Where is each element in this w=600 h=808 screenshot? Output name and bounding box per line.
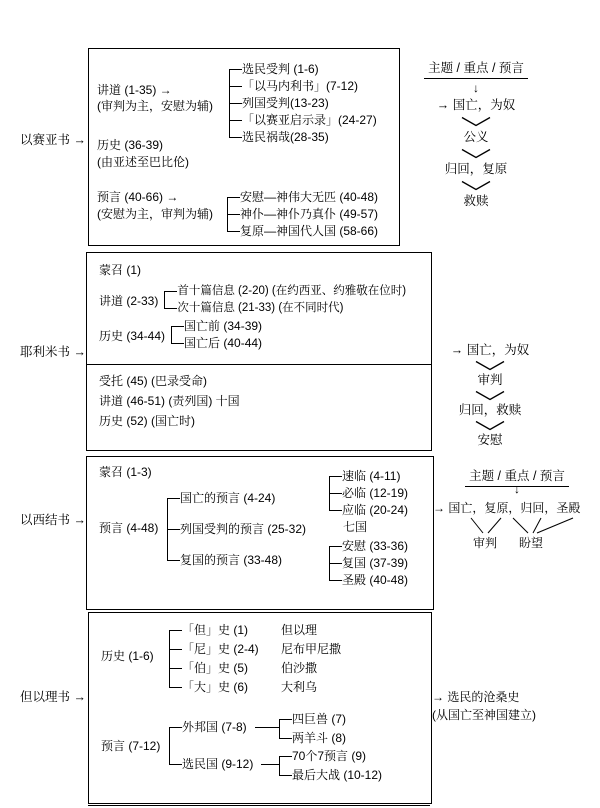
flow-step: 归回，复原 [444,162,508,176]
daniel-prophecy-children [169,709,253,783]
chevron-down-icon [461,180,491,191]
book-label-daniel: 但以理书 → [20,690,86,704]
tree-item: 复国的预言 (33-48) [167,545,306,576]
tree-item: 「伯」史 (5) [169,659,259,678]
daniel-history-children [169,621,259,697]
ezekiel-prophecy-children [167,483,306,576]
tree-item: 70个7预言 (9) [279,747,382,766]
daniel-summary-annotation [432,688,536,724]
chevron-down-icon [461,116,491,127]
tree-item: 列国受判的预言 (25-32) [167,514,306,545]
daniel-summary-line: → 选民的沧桑史 [432,690,520,704]
book-label-isaiah: 以赛亚书 → [20,133,86,147]
tree-item: 次十篇信息 (21-33) (在不同时代) [164,300,406,317]
flow-step: → 国亡，为奴 [436,98,516,112]
chevron-down-icon [475,420,505,431]
jeremiah-history2: 历史 (52) (国亡时) [99,414,196,428]
ezekiel-note-seven-nations: 七国 [343,520,368,534]
tree-item: 必临 (12-19) [329,485,408,502]
ezekiel-subgroup-restoration [329,538,408,589]
isaiah-preach-title: 讲道 (1-35) → [97,83,172,97]
book-label-jeremiah: 耶利米书 → [20,345,86,359]
tree-item: 「以赛亚启示录」(24-27) [229,112,377,129]
tree-item: 安慰—神伟大无匹 (40-48) [227,189,378,206]
ezekiel-result-judgment: 审判 [473,536,498,550]
ezekiel-call: 蒙召 (1-3) [99,465,152,479]
fan-lines-icon [433,516,598,534]
isaiah-theme-annotation [390,58,562,209]
isaiah-preach-children [229,61,377,146]
tree-item: 两羊斗 (8) [279,729,346,748]
tree-item: 复原—神国代人国 (58-66) [227,223,378,240]
isaiah-prophecy-heading [97,189,213,223]
tree-item: 国亡后 (40-44) [171,335,262,352]
isaiah-history-title: 历史 (36-39) [97,138,164,152]
daniel-summary-line: (从国亡至神国建立) [432,708,536,722]
person-name: 伯沙撒 [281,661,318,675]
daniel-history-title: 历史 (1-6) [101,649,154,663]
down-arrow-icon: ↓ [473,81,479,95]
connector-line [255,727,279,728]
tree-item: 「以马内利书」(7-12) [229,78,377,95]
chevron-down-icon [461,148,491,159]
down-arrow-icon: ↓ [514,482,520,496]
theme-header: 主题 / 重点 / 预言 [465,466,569,487]
ezekiel-theme-annotation [433,466,600,552]
daniel-prophecy-title: 预言 (7-12) [101,739,161,753]
jeremiah-box-divider [86,364,432,365]
flow-step: → 国亡，为奴 [450,343,530,357]
daniel-history-persons [281,621,341,697]
person-name: 尼布甲尼撒 [281,642,342,656]
person-name: 但以理 [281,623,318,637]
flow-step: 公义 [463,130,489,144]
isaiah-prophecy-subtitle: (安慰为主，审判为辅) [97,207,213,221]
tree-item: 应临 (20-24) [329,502,408,519]
person-name: 大利乌 [281,680,318,694]
isaiah-box [88,48,400,246]
ezekiel-box [86,456,434,610]
flow-step: 归回，救赎 [458,403,522,417]
jeremiah-call: 蒙召 (1) [99,263,142,277]
ezekiel-result-hope: 盼望 [519,536,544,550]
ezekiel-subgroup-judgment [329,468,408,519]
jeremiah-box [86,252,432,451]
isaiah-history-subtitle: (由亚述至巴比伦) [97,155,189,169]
tree-item: 外邦国 (7-8) [169,709,253,746]
daniel-subgroup-gentiles [279,710,346,748]
tree-item: 「但」史 (1) [169,621,259,640]
chevron-down-icon [475,360,505,371]
tree-item: 神仆—神仆乃真仆 (49-57) [227,206,378,223]
tree-item: 速临 (4-11) [329,468,408,485]
daniel-subgroup-chosen [279,747,382,785]
chevron-down-icon [475,390,505,401]
tree-item: 选民受判 (1-6) [229,61,377,78]
flow-step: 安慰 [477,433,503,447]
tree-item: 「尼」史 (2-4) [169,640,259,659]
jeremiah-history-children [171,318,262,352]
next-box-partial-border [88,805,430,806]
flow-step: 救赎 [463,194,489,208]
connector-line [261,764,279,765]
tree-item: 最后大战 (10-12) [279,766,382,785]
isaiah-history-heading [97,137,189,171]
tree-item: 圣殿 (40-48) [329,572,408,589]
jeremiah-commission: 受托 (45) (巴录受命) [99,374,208,388]
tree-item: 选民国 (9-12) [169,746,253,783]
isaiah-prophecy-title: 预言 (40-66) → [97,190,179,204]
book-label-ezekiel: 以西结书 → [20,513,86,527]
tree-item: 复国 (37-39) [329,555,408,572]
jeremiah-preach2: 讲道 (46-51) (责列国) 十国 [99,394,240,408]
jeremiah-bottom-section [99,371,240,431]
tree-item: 国亡的预言 (4-24) [167,483,306,514]
jeremiah-preach-tree [99,283,406,317]
tree-item: 四巨兽 (7) [279,710,346,729]
daniel-box [88,612,432,804]
tree-item: 首十篇信息 (2-20) (在约西亚、约雅敬在位时) [164,283,406,300]
ezekiel-theme-row: → 国亡，复原，归回，圣殿 [433,501,581,515]
isaiah-preach-heading [97,82,213,114]
jeremiah-theme-annotation [428,343,552,448]
jeremiah-history-title: 历史 (34-44) [99,328,166,343]
ezekiel-prophecy-title: 预言 (4-48) [99,521,159,535]
theme-header: 主题 / 重点 / 预言 [424,58,528,79]
flow-step: 审判 [477,373,503,387]
tree-item: 列国受判(13-23) [229,95,377,112]
jeremiah-history-tree [99,318,262,352]
jeremiah-preach-title: 讲道 (2-33) [99,293,159,308]
tree-item: 选民祸哉(28-35) [229,129,377,146]
tree-item: 安慰 (33-36) [329,538,408,555]
isaiah-preach-subtitle: (审判为主，安慰为辅) [97,99,213,113]
tree-item: 国亡前 (34-39) [171,318,262,335]
isaiah-prophecy-children [227,189,378,240]
tree-item: 「大」史 (6) [169,678,259,697]
jeremiah-preach-children [164,283,406,317]
